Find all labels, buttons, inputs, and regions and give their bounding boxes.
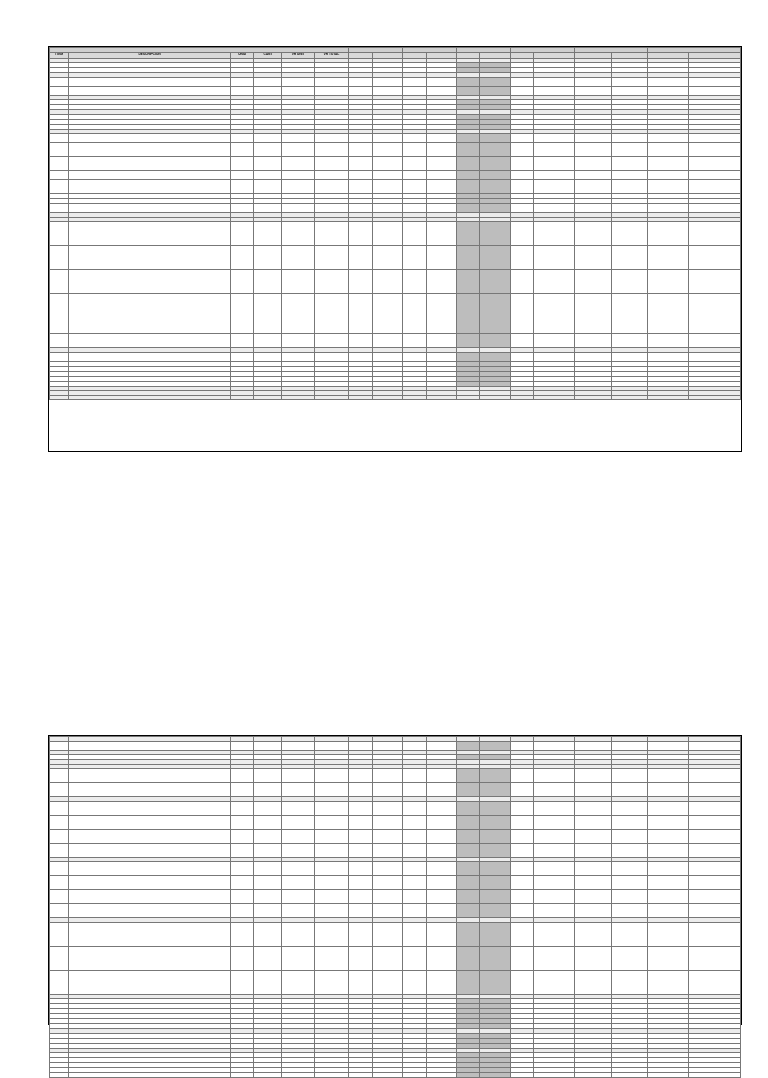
budget-row — [50, 904, 741, 918]
col-header-total: VR TOTAL — [314, 52, 348, 58]
budget-sheet-2 — [48, 735, 742, 1025]
budget-row — [50, 890, 741, 904]
budget-row — [50, 157, 741, 171]
budget-row — [50, 946, 741, 970]
budget-row — [50, 143, 741, 157]
budget-row — [50, 970, 741, 994]
col-header-quantity: CANT — [254, 52, 282, 58]
budget-table-2 — [49, 736, 741, 1078]
section-row — [50, 395, 741, 400]
budget-row — [50, 86, 741, 95]
col-header-unit-price: VR UNIT — [282, 52, 314, 58]
budget-row — [50, 922, 741, 946]
budget-row — [50, 334, 741, 348]
budget-row — [50, 246, 741, 270]
budget-row — [50, 134, 741, 143]
budget-row — [50, 294, 741, 334]
col-header-item: ITEM — [50, 52, 69, 58]
budget-row — [50, 829, 741, 843]
budget-row — [50, 77, 741, 86]
budget-row — [50, 801, 741, 815]
col-header-description: DESCRIPCION — [69, 52, 230, 58]
budget-row — [50, 270, 741, 294]
budget-row — [50, 1073, 741, 1078]
budget-sheet-1 — [48, 46, 742, 452]
budget-row — [50, 862, 741, 876]
budget-rows-2 — [50, 737, 741, 1078]
budget-row — [50, 843, 741, 857]
budget-row — [50, 204, 741, 213]
budget-row — [50, 222, 741, 246]
budget-rows-1 — [50, 58, 741, 400]
budget-row — [50, 352, 741, 361]
budget-row — [50, 741, 741, 750]
budget-row — [50, 876, 741, 890]
budget-row — [50, 180, 741, 194]
budget-table-1 — [49, 47, 741, 400]
col-header-unit: UNID — [230, 52, 254, 58]
budget-row — [50, 769, 741, 783]
budget-row — [50, 783, 741, 797]
budget-row — [50, 171, 741, 180]
budget-row — [50, 815, 741, 829]
